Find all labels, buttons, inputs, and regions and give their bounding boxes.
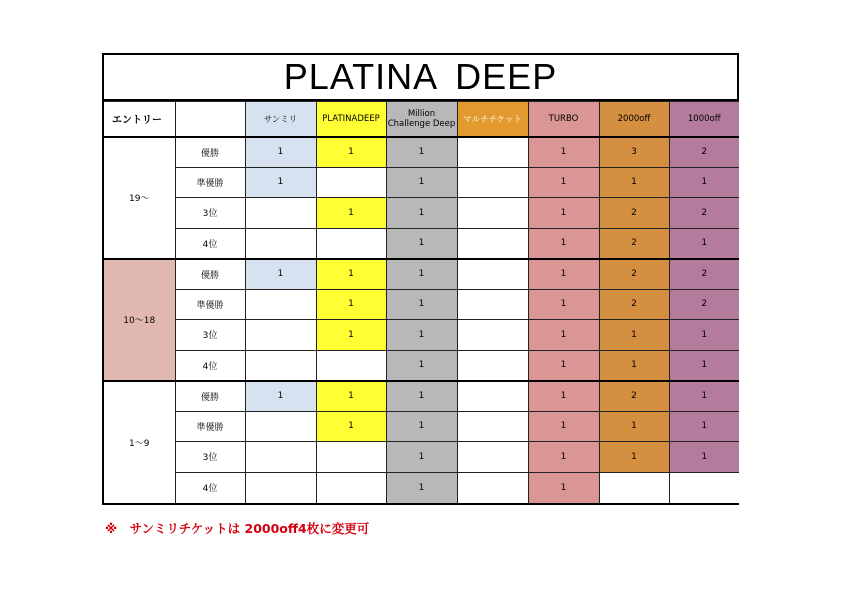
rank-cell: 優勝 [175, 259, 245, 290]
prize-cell-multi-ticket [457, 350, 528, 381]
table-row [104, 411, 739, 442]
table-row [104, 320, 739, 351]
prize-cell-platinadeep: 1 [316, 137, 386, 168]
prize-cell-platinadeep: 1 [316, 411, 386, 442]
prize-cell-million-challenge-deep: 1 [386, 442, 457, 473]
prize-cell-platinadeep [316, 228, 386, 259]
prize-cell-1000off: 1 [669, 320, 739, 351]
prize-cell-2000off: 2 [599, 228, 669, 259]
page-title: PLATINA DEEP [104, 55, 737, 101]
prize-table [104, 101, 739, 503]
prize-cell-sanmiri: 1 [245, 167, 316, 198]
table-row [104, 289, 739, 320]
prize-cell-platinadeep: 1 [316, 320, 386, 351]
prize-cell-2000off: 1 [599, 350, 669, 381]
prize-cell-2000off: 1 [599, 442, 669, 473]
prize-cell-multi-ticket [457, 411, 528, 442]
prize-sheet [102, 53, 739, 505]
rank-cell: 準優勝 [175, 289, 245, 320]
header-row [104, 102, 739, 137]
prize-cell-2000off: 2 [599, 289, 669, 320]
prize-cell-2000off [599, 472, 669, 503]
prize-cell-platinadeep: 1 [316, 259, 386, 290]
prize-cell-multi-ticket [457, 472, 528, 503]
table-row [104, 350, 739, 381]
prize-cell-million-challenge-deep: 1 [386, 350, 457, 381]
table-row [104, 381, 739, 412]
prize-cell-turbo: 1 [528, 381, 599, 412]
prize-cell-2000off: 2 [599, 259, 669, 290]
prize-cell-sanmiri [245, 198, 316, 229]
prize-cell-multi-ticket [457, 381, 528, 412]
column-header-sanmiri: サンミリ [245, 102, 316, 137]
prize-cell-2000off: 1 [599, 411, 669, 442]
rank-cell: 3位 [175, 198, 245, 229]
prize-cell-sanmiri [245, 472, 316, 503]
rank-cell: 優勝 [175, 137, 245, 168]
column-header-turbo: TURBO [528, 102, 599, 137]
rank-cell: 4位 [175, 472, 245, 503]
prize-cell-million-challenge-deep: 1 [386, 137, 457, 168]
entry-group-label: 1～9 [104, 381, 175, 503]
prize-cell-2000off: 2 [599, 381, 669, 412]
prize-cell-sanmiri [245, 442, 316, 473]
prize-cell-turbo: 1 [528, 137, 599, 168]
prize-cell-million-challenge-deep: 1 [386, 411, 457, 442]
rank-cell: 優勝 [175, 381, 245, 412]
prize-cell-platinadeep [316, 350, 386, 381]
prize-cell-platinadeep: 1 [316, 289, 386, 320]
table-row [104, 259, 739, 290]
prize-cell-million-challenge-deep: 1 [386, 472, 457, 503]
prize-cell-multi-ticket [457, 320, 528, 351]
column-header-platinadeep: PLATINADEEP [316, 102, 386, 137]
prize-cell-sanmiri [245, 320, 316, 351]
prize-cell-1000off: 1 [669, 381, 739, 412]
prize-cell-sanmiri [245, 289, 316, 320]
prize-cell-turbo: 1 [528, 411, 599, 442]
rank-cell: 準優勝 [175, 411, 245, 442]
ticket-note: ※ サンミリチケットは 2000off4枚に変更可 [105, 521, 370, 536]
prize-cell-turbo: 1 [528, 228, 599, 259]
prize-cell-multi-ticket [457, 137, 528, 168]
prize-cell-1000off: 1 [669, 167, 739, 198]
prize-cell-platinadeep: 1 [316, 381, 386, 412]
prize-cell-2000off: 1 [599, 167, 669, 198]
rank-header [175, 102, 245, 137]
prize-cell-multi-ticket [457, 198, 528, 229]
prize-cell-1000off: 2 [669, 289, 739, 320]
prize-cell-turbo: 1 [528, 259, 599, 290]
entry-group-label: 10～18 [104, 259, 175, 381]
prize-cell-sanmiri: 1 [245, 381, 316, 412]
column-header-2000off: 2000off [599, 102, 669, 137]
prize-cell-million-challenge-deep: 1 [386, 228, 457, 259]
table-row [104, 228, 739, 259]
prize-cell-1000off: 1 [669, 411, 739, 442]
prize-cell-1000off: 2 [669, 198, 739, 229]
prize-cell-sanmiri [245, 411, 316, 442]
rank-cell: 3位 [175, 442, 245, 473]
table-row [104, 198, 739, 229]
prize-cell-multi-ticket [457, 228, 528, 259]
column-header-1000off: 1000off [669, 102, 739, 137]
column-header-million-challenge-deep: Million Challenge Deep [386, 102, 457, 137]
prize-cell-2000off: 3 [599, 137, 669, 168]
rank-cell: 3位 [175, 320, 245, 351]
prize-cell-multi-ticket [457, 259, 528, 290]
rank-cell: 4位 [175, 228, 245, 259]
column-header-multi-ticket: マルチチケット [457, 102, 528, 137]
prize-cell-platinadeep [316, 472, 386, 503]
prize-cell-1000off: 1 [669, 442, 739, 473]
prize-cell-million-challenge-deep: 1 [386, 381, 457, 412]
prize-cell-turbo: 1 [528, 442, 599, 473]
prize-cell-turbo: 1 [528, 472, 599, 503]
prize-cell-2000off: 1 [599, 320, 669, 351]
rank-cell: 準優勝 [175, 167, 245, 198]
prize-cell-sanmiri: 1 [245, 259, 316, 290]
entry-header: エントリー [104, 102, 175, 137]
prize-cell-million-challenge-deep: 1 [386, 259, 457, 290]
prize-cell-million-challenge-deep: 1 [386, 167, 457, 198]
prize-cell-1000off: 2 [669, 137, 739, 168]
prize-cell-turbo: 1 [528, 289, 599, 320]
prize-cell-sanmiri [245, 350, 316, 381]
prize-cell-million-challenge-deep: 1 [386, 198, 457, 229]
prize-cell-million-challenge-deep: 1 [386, 289, 457, 320]
prize-cell-multi-ticket [457, 442, 528, 473]
entry-group-label: 19～ [104, 137, 175, 259]
prize-cell-million-challenge-deep: 1 [386, 320, 457, 351]
table-row [104, 137, 739, 168]
prize-cell-2000off: 2 [599, 198, 669, 229]
prize-cell-platinadeep [316, 167, 386, 198]
prize-cell-turbo: 1 [528, 198, 599, 229]
prize-cell-1000off: 1 [669, 228, 739, 259]
prize-cell-turbo: 1 [528, 167, 599, 198]
prize-cell-sanmiri [245, 228, 316, 259]
table-row [104, 442, 739, 473]
prize-cell-1000off [669, 472, 739, 503]
table-row [104, 167, 739, 198]
prize-cell-turbo: 1 [528, 350, 599, 381]
prize-cell-platinadeep: 1 [316, 198, 386, 229]
prize-cell-1000off: 1 [669, 350, 739, 381]
prize-cell-turbo: 1 [528, 320, 599, 351]
rank-cell: 4位 [175, 350, 245, 381]
prize-cell-sanmiri: 1 [245, 137, 316, 168]
prize-cell-multi-ticket [457, 167, 528, 198]
prize-cell-multi-ticket [457, 289, 528, 320]
prize-cell-platinadeep [316, 442, 386, 473]
table-row [104, 472, 739, 503]
prize-cell-1000off: 2 [669, 259, 739, 290]
